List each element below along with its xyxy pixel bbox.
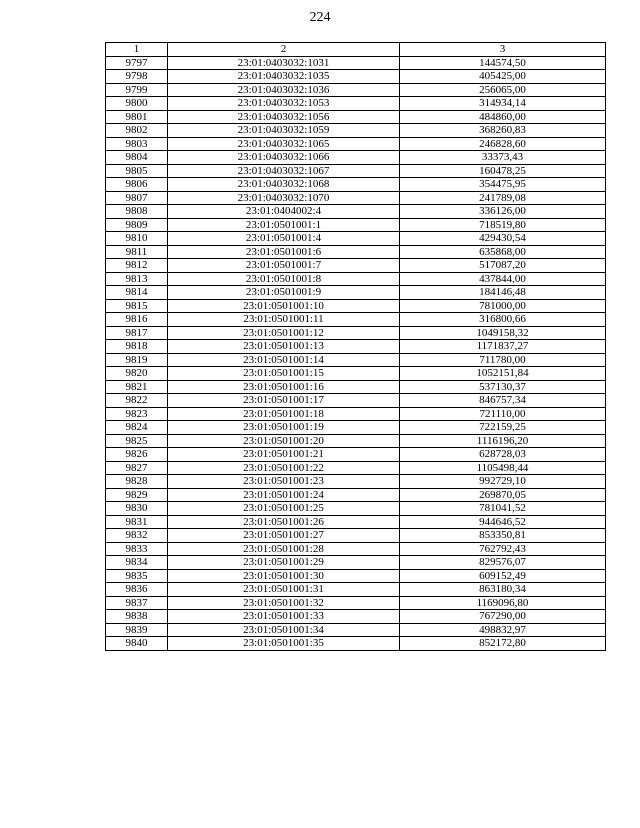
row-number-cell: 9837 (106, 596, 168, 610)
value-cell: 767290,00 (400, 610, 606, 624)
row-number-cell: 9826 (106, 448, 168, 462)
cadastral-number-cell: 23:01:0403032:1065 (168, 137, 400, 151)
table-row (106, 461, 606, 475)
table-row (106, 380, 606, 394)
cadastral-number-cell: 23:01:0501001:34 (168, 623, 400, 637)
cadastral-number-cell: 23:01:0403032:1056 (168, 110, 400, 124)
row-number-cell: 9831 (106, 515, 168, 529)
table-row (106, 353, 606, 367)
value-cell: 628728,03 (400, 448, 606, 462)
column-header-number: 1 (106, 43, 168, 57)
value-cell: 722159,25 (400, 421, 606, 435)
value-cell: 184146,48 (400, 286, 606, 300)
row-number-cell: 9812 (106, 259, 168, 273)
cadastral-number-cell: 23:01:0501001:9 (168, 286, 400, 300)
cadastral-number-cell: 23:01:0501001:1 (168, 218, 400, 232)
column-header-cadastral-number: 2 (168, 43, 400, 57)
cadastral-number-cell: 23:01:0501001:6 (168, 245, 400, 259)
table-header-row (106, 43, 606, 57)
cadastral-number-cell: 23:01:0501001:15 (168, 367, 400, 381)
table-row (106, 475, 606, 489)
value-cell: 336126,00 (400, 205, 606, 219)
cadastral-number-cell: 23:01:0501001:19 (168, 421, 400, 435)
row-number-cell: 9834 (106, 556, 168, 570)
row-number-cell: 9808 (106, 205, 168, 219)
table-row (106, 178, 606, 192)
row-number-cell: 9827 (106, 461, 168, 475)
table-body (106, 56, 606, 650)
table-row (106, 610, 606, 624)
table-row (106, 623, 606, 637)
value-cell: 368260,83 (400, 124, 606, 138)
row-number-cell: 9823 (106, 407, 168, 421)
row-number-cell: 9839 (106, 623, 168, 637)
value-cell: 498832,97 (400, 623, 606, 637)
table-row (106, 394, 606, 408)
value-cell: 269870,05 (400, 488, 606, 502)
table-row (106, 56, 606, 70)
table-row (106, 313, 606, 327)
row-number-cell: 9813 (106, 272, 168, 286)
table-row (106, 637, 606, 651)
row-number-cell: 9814 (106, 286, 168, 300)
table-row (106, 137, 606, 151)
cadastral-number-cell: 23:01:0501001:26 (168, 515, 400, 529)
value-cell: 781000,00 (400, 299, 606, 313)
cadastral-number-cell: 23:01:0501001:25 (168, 502, 400, 516)
value-cell: 635868,00 (400, 245, 606, 259)
table-row (106, 596, 606, 610)
value-cell: 437844,00 (400, 272, 606, 286)
cadastral-number-cell: 23:01:0501001:28 (168, 542, 400, 556)
row-number-cell: 9821 (106, 380, 168, 394)
row-number-cell: 9800 (106, 97, 168, 111)
cadastral-number-cell: 23:01:0403032:1059 (168, 124, 400, 138)
cadastral-number-cell: 23:01:0501001:32 (168, 596, 400, 610)
cadastral-number-cell: 23:01:0501001:21 (168, 448, 400, 462)
cadastral-number-cell: 23:01:0403032:1067 (168, 164, 400, 178)
value-cell: 721110,00 (400, 407, 606, 421)
value-cell: 1171837,27 (400, 340, 606, 354)
table-row (106, 421, 606, 435)
row-number-cell: 9798 (106, 70, 168, 84)
table-row (106, 272, 606, 286)
row-number-cell: 9825 (106, 434, 168, 448)
value-cell: 256065,00 (400, 83, 606, 97)
value-cell: 609152,49 (400, 569, 606, 583)
row-number-cell: 9824 (106, 421, 168, 435)
row-number-cell: 9806 (106, 178, 168, 192)
cadastral-value-table (105, 42, 606, 651)
row-number-cell: 9810 (106, 232, 168, 246)
row-number-cell: 9805 (106, 164, 168, 178)
value-cell: 246828,60 (400, 137, 606, 151)
table-row (106, 434, 606, 448)
table-row (106, 542, 606, 556)
row-number-cell: 9836 (106, 583, 168, 597)
table-row (106, 407, 606, 421)
value-cell: 762792,43 (400, 542, 606, 556)
row-number-cell: 9811 (106, 245, 168, 259)
table-row (106, 97, 606, 111)
row-number-cell: 9802 (106, 124, 168, 138)
cadastral-number-cell: 23:01:0501001:11 (168, 313, 400, 327)
cadastral-number-cell: 23:01:0403032:1031 (168, 56, 400, 70)
row-number-cell: 9822 (106, 394, 168, 408)
value-cell: 144574,50 (400, 56, 606, 70)
value-cell: 405425,00 (400, 70, 606, 84)
row-number-cell: 9809 (106, 218, 168, 232)
table-row (106, 232, 606, 246)
value-cell: 718519,80 (400, 218, 606, 232)
row-number-cell: 9819 (106, 353, 168, 367)
value-cell: 537130,37 (400, 380, 606, 394)
row-number-cell: 9828 (106, 475, 168, 489)
table-row (106, 70, 606, 84)
cadastral-number-cell: 23:01:0501001:35 (168, 637, 400, 651)
table-row (106, 151, 606, 165)
value-cell: 1052151,84 (400, 367, 606, 381)
table-row (106, 529, 606, 543)
table-row (106, 286, 606, 300)
row-number-cell: 9803 (106, 137, 168, 151)
row-number-cell: 9817 (106, 326, 168, 340)
cadastral-number-cell: 23:01:0403032:1070 (168, 191, 400, 205)
table-row (106, 448, 606, 462)
cadastral-number-cell: 23:01:0501001:12 (168, 326, 400, 340)
row-number-cell: 9830 (106, 502, 168, 516)
cadastral-number-cell: 23:01:0501001:22 (168, 461, 400, 475)
value-cell: 484860,00 (400, 110, 606, 124)
value-cell: 992729,10 (400, 475, 606, 489)
value-cell: 517087,20 (400, 259, 606, 273)
cadastral-number-cell: 23:01:0501001:31 (168, 583, 400, 597)
table-row (106, 191, 606, 205)
row-number-cell: 9815 (106, 299, 168, 313)
table-row (106, 556, 606, 570)
row-number-cell: 9807 (106, 191, 168, 205)
cadastral-number-cell: 23:01:0501001:14 (168, 353, 400, 367)
value-cell: 1049158,32 (400, 326, 606, 340)
row-number-cell: 9801 (106, 110, 168, 124)
cadastral-number-cell: 23:01:0403032:1035 (168, 70, 400, 84)
row-number-cell: 9820 (106, 367, 168, 381)
row-number-cell: 9797 (106, 56, 168, 70)
row-number-cell: 9816 (106, 313, 168, 327)
cadastral-number-cell: 23:01:0501001:23 (168, 475, 400, 489)
value-cell: 846757,34 (400, 394, 606, 408)
value-cell: 160478,25 (400, 164, 606, 178)
cadastral-number-cell: 23:01:0501001:8 (168, 272, 400, 286)
cadastral-number-cell: 23:01:0501001:27 (168, 529, 400, 543)
value-cell: 1116196,20 (400, 434, 606, 448)
value-cell: 241789,08 (400, 191, 606, 205)
row-number-cell: 9835 (106, 569, 168, 583)
table-row (106, 218, 606, 232)
cadastral-number-cell: 23:01:0403032:1053 (168, 97, 400, 111)
cadastral-number-cell: 23:01:0501001:7 (168, 259, 400, 273)
cadastral-number-cell: 23:01:0501001:10 (168, 299, 400, 313)
cadastral-number-cell: 23:01:0501001:16 (168, 380, 400, 394)
row-number-cell: 9832 (106, 529, 168, 543)
table-row (106, 569, 606, 583)
cadastral-number-cell: 23:01:0501001:13 (168, 340, 400, 354)
column-header-value: 3 (400, 43, 606, 57)
table-row (106, 124, 606, 138)
value-cell: 852172,80 (400, 637, 606, 651)
table-row (106, 488, 606, 502)
value-cell: 429430,54 (400, 232, 606, 246)
value-cell: 853350,81 (400, 529, 606, 543)
row-number-cell: 9799 (106, 83, 168, 97)
value-cell: 33373,43 (400, 151, 606, 165)
table-row (106, 299, 606, 313)
page-number: 224 (309, 10, 331, 25)
table-row (106, 164, 606, 178)
cadastral-number-cell: 23:01:0501001:29 (168, 556, 400, 570)
row-number-cell: 9838 (106, 610, 168, 624)
cadastral-number-cell: 23:01:0403032:1066 (168, 151, 400, 165)
value-cell: 863180,34 (400, 583, 606, 597)
table-row (106, 205, 606, 219)
value-cell: 316800,66 (400, 313, 606, 327)
table-row (106, 502, 606, 516)
table-row (106, 83, 606, 97)
row-number-cell: 9829 (106, 488, 168, 502)
value-cell: 829576,07 (400, 556, 606, 570)
table-row (106, 259, 606, 273)
cadastral-number-cell: 23:01:0403032:1068 (168, 178, 400, 192)
table-header (106, 43, 606, 57)
table-row (106, 340, 606, 354)
cadastral-number-cell: 23:01:0501001:33 (168, 610, 400, 624)
value-cell: 781041,52 (400, 502, 606, 516)
table-row (106, 326, 606, 340)
cadastral-number-cell: 23:01:0501001:17 (168, 394, 400, 408)
value-cell: 1169096,80 (400, 596, 606, 610)
row-number-cell: 9833 (106, 542, 168, 556)
value-cell: 314934,14 (400, 97, 606, 111)
value-cell: 711780,00 (400, 353, 606, 367)
table-row (106, 515, 606, 529)
table-row (106, 110, 606, 124)
cadastral-number-cell: 23:01:0501001:20 (168, 434, 400, 448)
table-row (106, 245, 606, 259)
cadastral-number-cell: 23:01:0403032:1036 (168, 83, 400, 97)
cadastral-number-cell: 23:01:0501001:24 (168, 488, 400, 502)
cadastral-number-cell: 23:01:0501001:18 (168, 407, 400, 421)
table-row (106, 583, 606, 597)
row-number-cell: 9818 (106, 340, 168, 354)
row-number-cell: 9804 (106, 151, 168, 165)
value-cell: 354475,95 (400, 178, 606, 192)
cadastral-number-cell: 23:01:0404002:4 (168, 205, 400, 219)
cadastral-number-cell: 23:01:0501001:4 (168, 232, 400, 246)
value-cell: 944646,52 (400, 515, 606, 529)
row-number-cell: 9840 (106, 637, 168, 651)
value-cell: 1105498,44 (400, 461, 606, 475)
cadastral-number-cell: 23:01:0501001:30 (168, 569, 400, 583)
table-row (106, 367, 606, 381)
